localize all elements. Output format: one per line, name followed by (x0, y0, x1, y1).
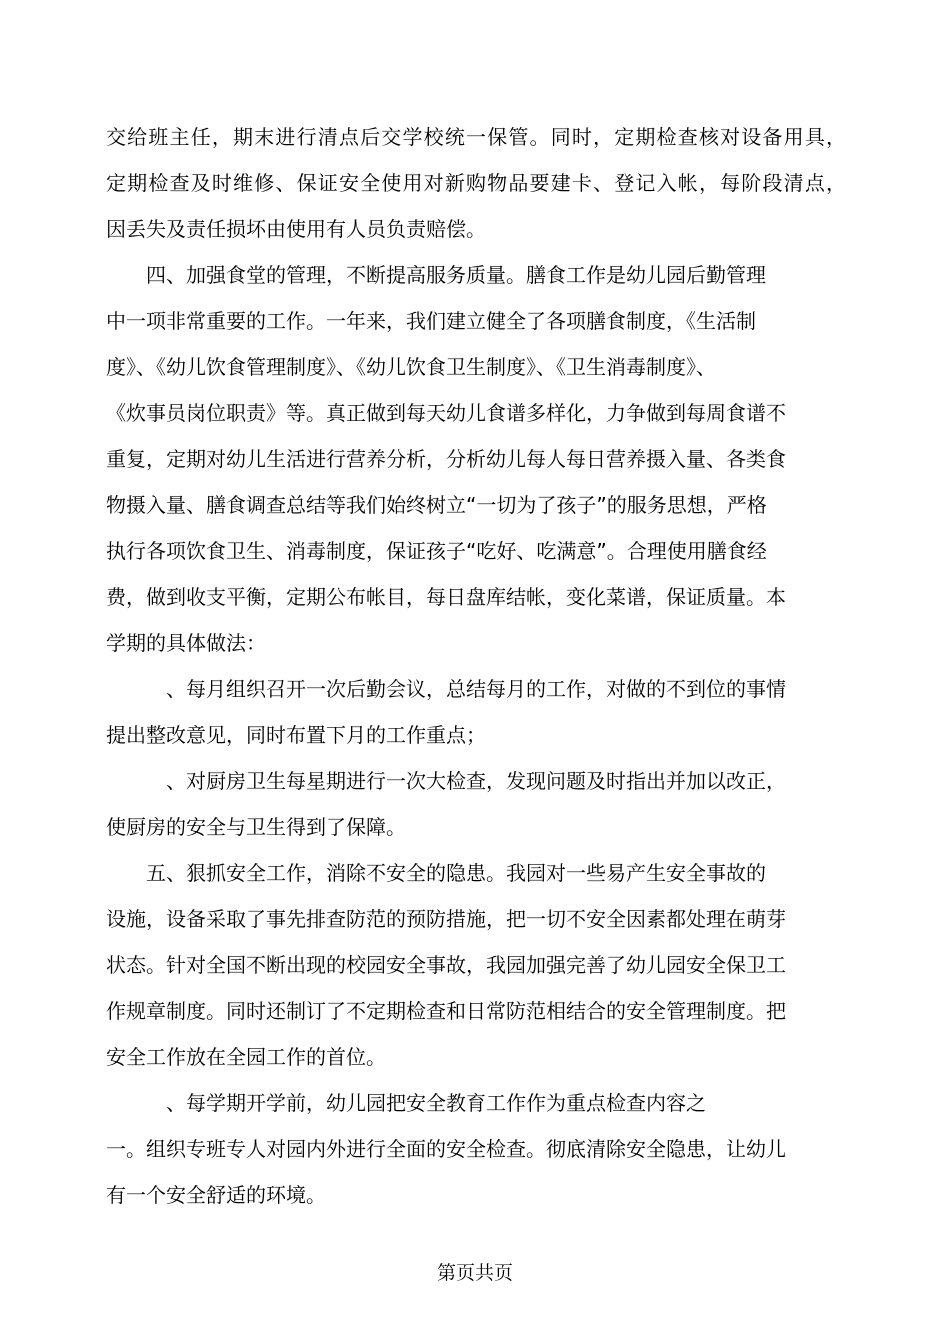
text-line: 使厨房的安全与卫生得到了保障。 (106, 815, 406, 839)
text-line: 提出整改意见，同时布置下月的工作重点； (106, 723, 486, 747)
page-footer: 第页共页 (436, 1262, 513, 1284)
text-line: 《炊事员岗位职责》等。真正做到每天幼儿食谱多样化，力争做到每周食谱不 (106, 401, 786, 425)
text-line: 定期检查及时维修、保证安全使用对新购物品要建卡、登记入帐，每阶段清点， (106, 171, 846, 195)
text-line: 、对厨房卫生每星期进行一次大检查，发现问题及时指出并加以改正， (106, 769, 786, 793)
text-line: 、每月组织召开一次后勤会议，总结每月的工作，对做的不到位的事情 (106, 677, 786, 701)
text-line: 安全工作放在全园工作的首位。 (106, 1045, 386, 1069)
body-text (106, 114, 846, 1218)
text-line: 物摄入量、膳食调查总结等我们始终树立“一切为了孩子”的服务思想，严格 (106, 493, 767, 517)
text-line: 有一个安全舒适的环境。 (106, 1183, 326, 1207)
text-line: 一。组织专班专人对园内外进行全面的安全检查。彻底清除安全隐患，让幼儿 (106, 1137, 786, 1161)
text-line: 、每学期开学前，幼儿园把安全教育工作作为重点检查内容之 (106, 1091, 706, 1115)
text-line: 中一项非常重要的工作。一年来，我们建立健全了各项膳食制度，《生活制 (106, 309, 756, 333)
text-line: 度》、《幼儿饮食管理制度》、《幼儿饮食卫生制度》、《卫生消毒制度》、 (106, 355, 716, 379)
text-line: 作规章制度。同时还制订了不定期检查和日常防范相结合的安全管理制度。把 (106, 999, 786, 1023)
text-line: 设施，设备采取了事先排查防范的预防措施，把一切不安全因素都处理在萌芽 (106, 907, 786, 931)
text-line: 费，做到收支平衡，定期公布帐目，每日盘库结帐，变化菜谱，保证质量。本 (106, 585, 786, 609)
text-line: 因丢失及责任损坏由使用有人员负责赔偿。 (106, 217, 486, 241)
text-line: 四、加强食堂的管理，不断提高服务质量。膳食工作是幼儿园后勤管理 (106, 263, 766, 287)
text-line: 五、狠抓安全工作，消除不安全的隐患。我园对一些易产生安全事故的 (106, 861, 766, 885)
text-line: 重复，定期对幼儿生活进行营养分析，分析幼儿每人每日营养摄入量、各类食 (106, 447, 786, 471)
text-line: 状态。针对全国不断出现的校园安全事故，我园加强完善了幼儿园安全保卫工 (106, 953, 786, 977)
text-line: 执行各项饮食卫生、消毒制度，保证孩子“吃好、吃满意”。合理使用膳食经 (106, 539, 767, 563)
text-line: 交给班主任，期末进行清点后交学校统一保管。同时，定期检查核对设备用具， (106, 125, 846, 149)
text-line: 学期的具体做法： (106, 631, 266, 655)
